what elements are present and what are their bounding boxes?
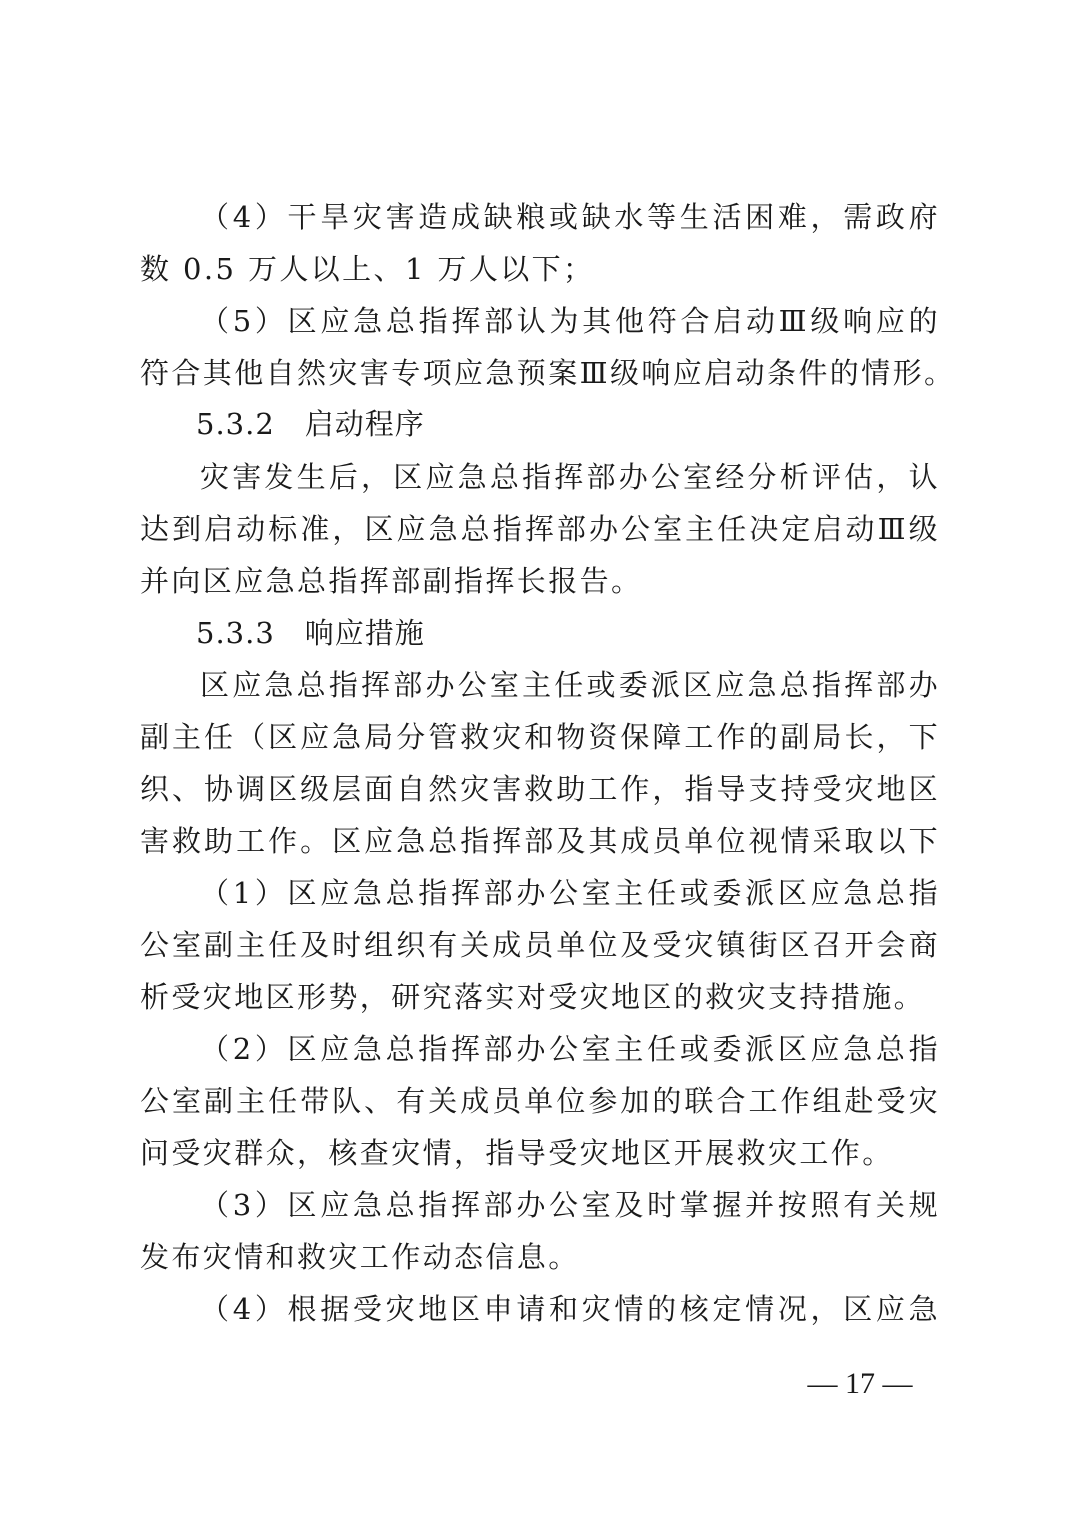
paragraph-line: 公室副主任带队、有关成员单位参加的联合工作组赴受灾 — [140, 1084, 940, 1118]
paragraph-line: （5）区应急总指挥部认为其他符合启动Ⅲ级响应的 — [200, 304, 940, 338]
paragraph-line: 灾害发生后，区应急总指挥部办公室经分析评估，认 — [200, 460, 940, 494]
paragraph-line: 析受灾地区形势，研究落实对受灾地区的救灾支持措施。 — [140, 980, 926, 1014]
paragraph-line: 公室副主任及时组织有关成员单位及受灾镇街区召开会商 — [140, 928, 940, 962]
paragraph-line: 织、协调区级层面自然灾害救助工作，指导支持受灾地区 — [140, 772, 940, 806]
paragraph-line: （4）根据受灾地区申请和灾情的核定情况，区应急 — [200, 1292, 940, 1326]
paragraph-line: 区应急总指挥部办公室主任或委派区应急总指挥部办 — [200, 668, 940, 702]
paragraph-line: 达到启动标准，区应急总指挥部办公室主任决定启动Ⅲ级 — [140, 512, 940, 546]
page-number: — 17 — — [807, 1367, 913, 1400]
section-heading: 5.3.3 响应措施 — [196, 616, 425, 650]
paragraph-line: 害救助工作。区应急总指挥部及其成员单位视情采取以下 — [140, 824, 940, 858]
paragraph-line: （3）区应急总指挥部办公室及时掌握并按照有关规 — [200, 1188, 940, 1222]
paragraph-line: （1）区应急总指挥部办公室主任或委派区应急总指 — [200, 876, 940, 910]
paragraph-line: 数 0.5 万人以上、1 万人以下； — [140, 252, 595, 286]
paragraph-line: （4）干旱灾害造成缺粮或缺水等生活困难，需政府 — [200, 200, 940, 234]
paragraph-line: 符合其他自然灾害专项应急预案Ⅲ级响应启动条件的情形。 — [140, 356, 956, 390]
paragraph-line: 问受灾群众，核查灾情，指导受灾地区开展救灾工作。 — [140, 1136, 894, 1170]
paragraph-line: （2）区应急总指挥部办公室主任或委派区应急总指 — [200, 1032, 940, 1066]
paragraph-line: 并向区应急总指挥部副指挥长报告。 — [140, 564, 643, 598]
paragraph-line: 发布灾情和救灾工作动态信息。 — [140, 1240, 580, 1274]
section-heading: 5.3.2 启动程序 — [196, 407, 425, 441]
paragraph-line: 副主任（区应急局分管救灾和物资保障工作的副局长，下 — [140, 720, 940, 754]
